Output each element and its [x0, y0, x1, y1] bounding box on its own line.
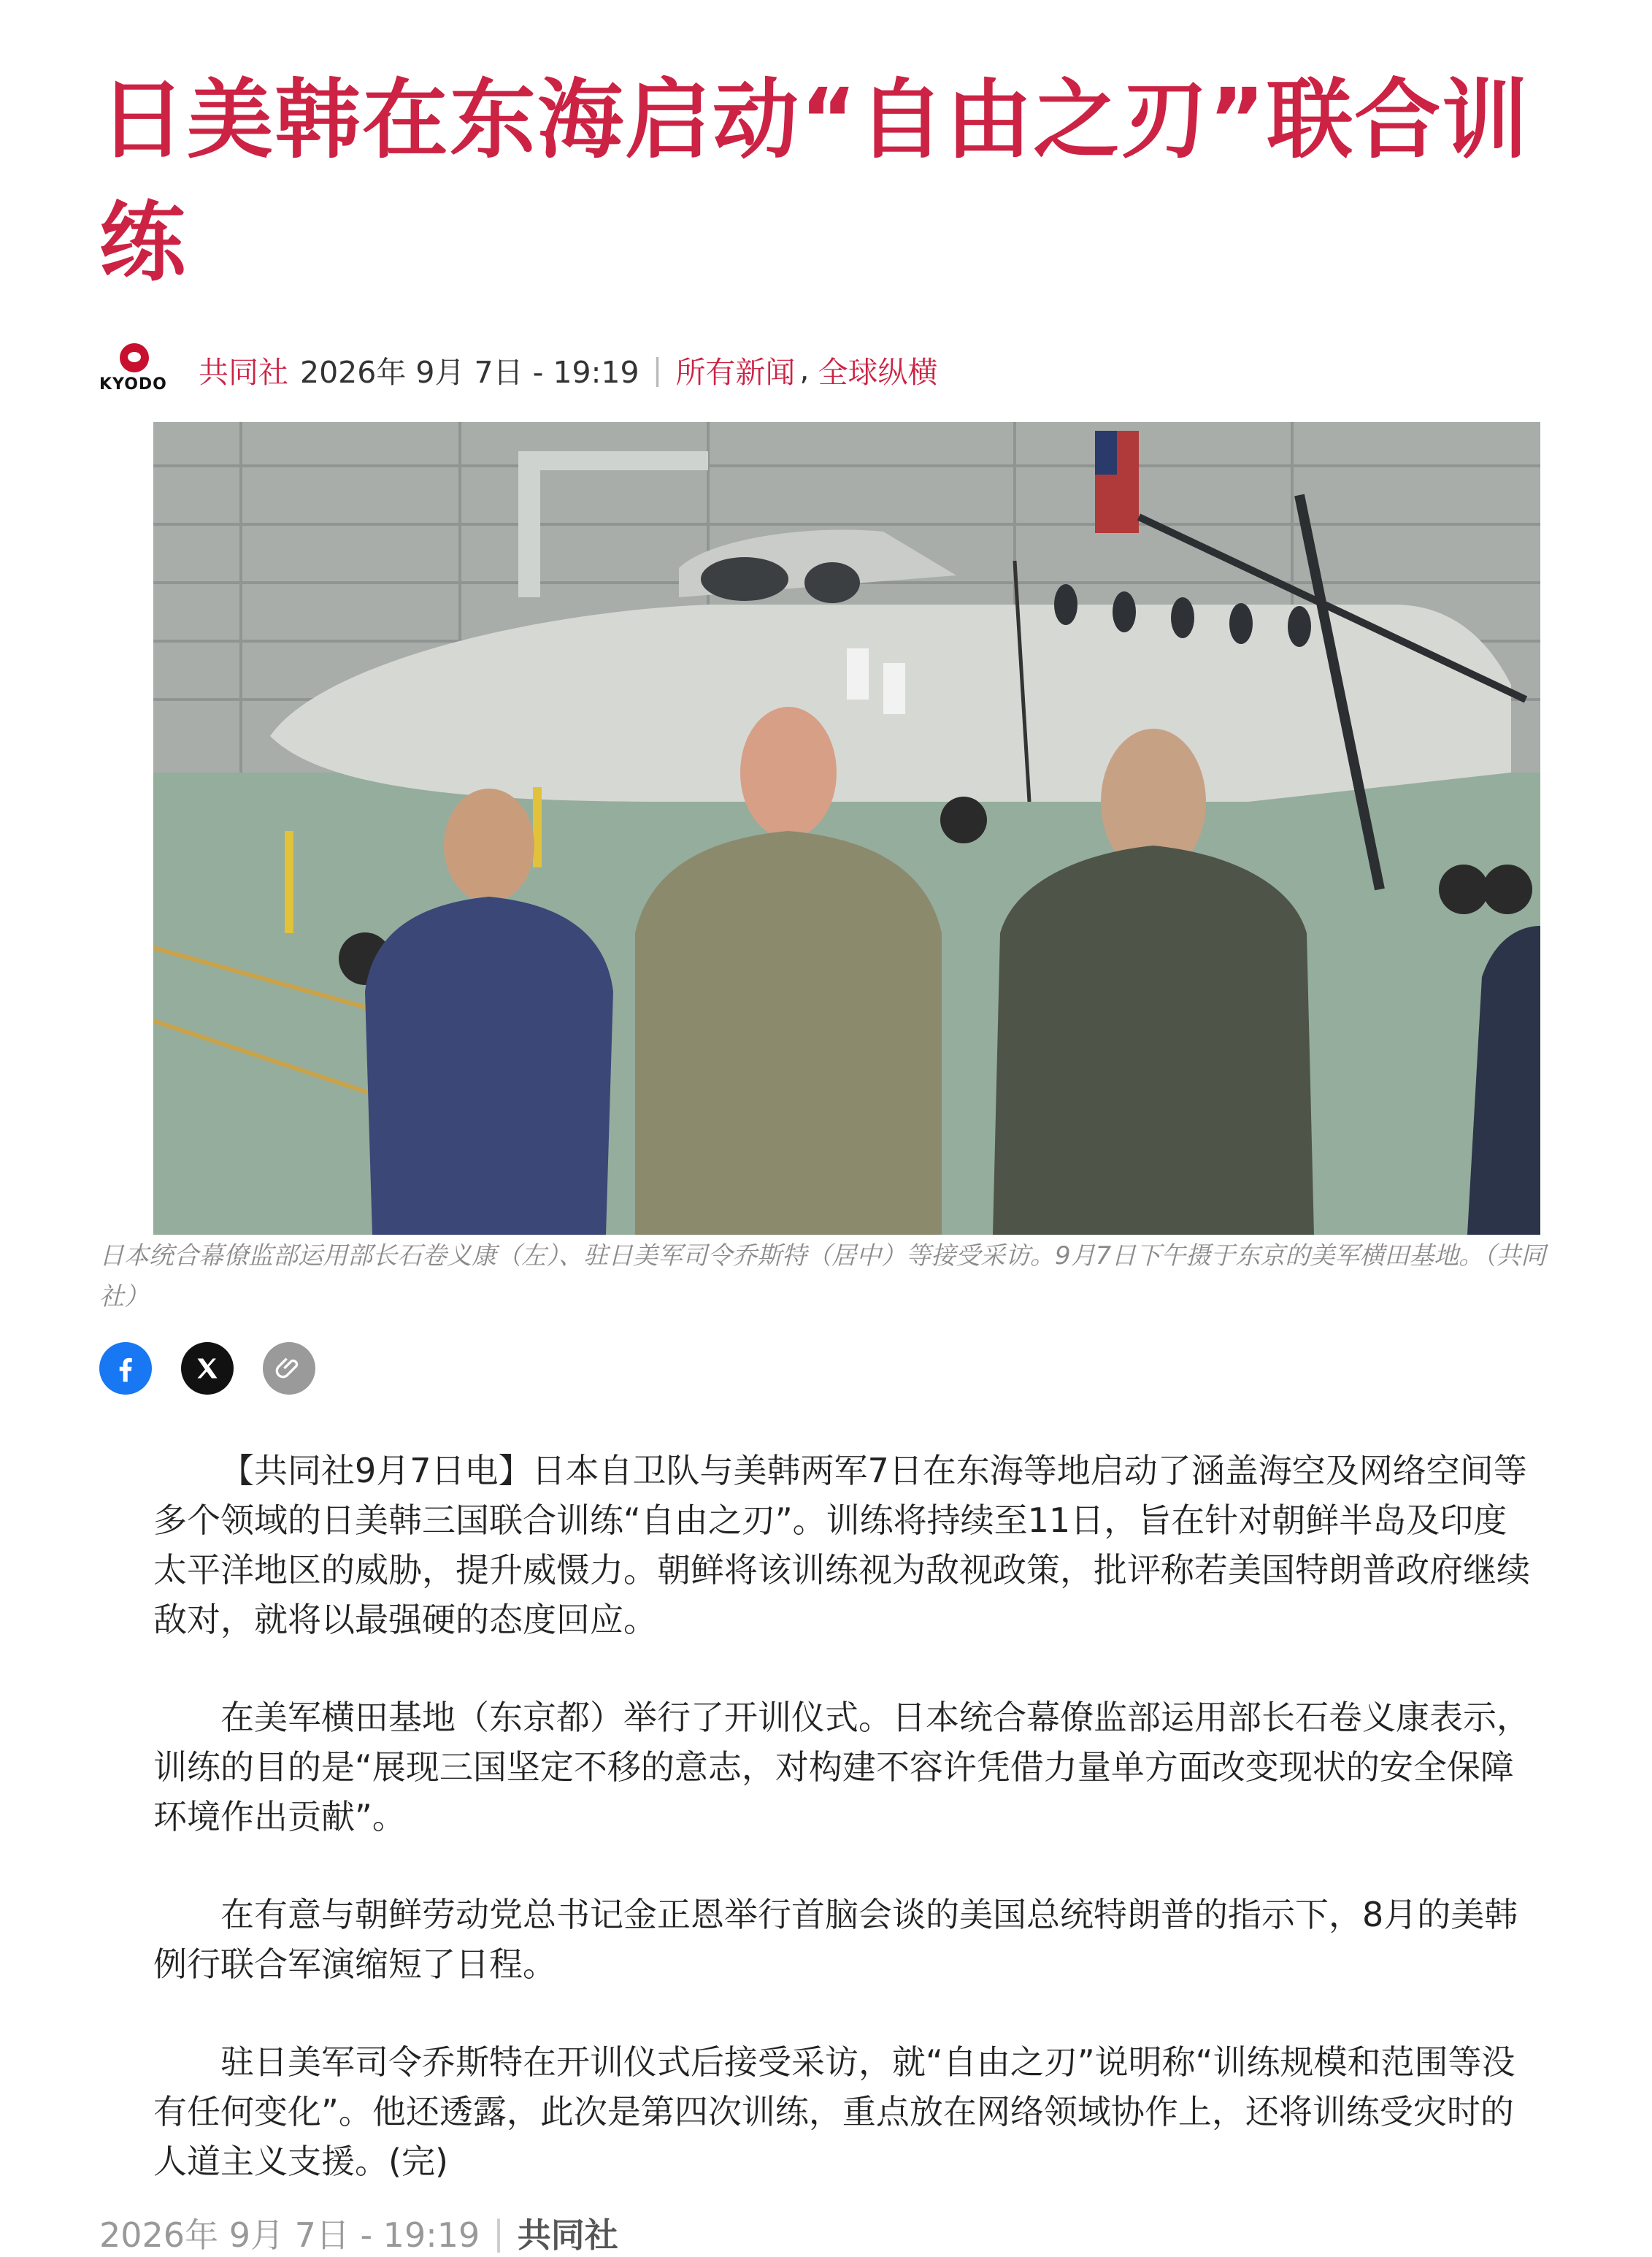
publish-datetime: 2026年 9月 7日 - 19:19 [300, 354, 639, 390]
article-paragraph: 在美军横田基地（东京都）举行了开训仪式。日本统合幕僚监部运用部长石卷义康表示，训练的目的是“展现三国坚定不移的意志，对构建不容许凭借力量单方面改变现状的安全保障环境作出贡献”。 [153, 1698, 1530, 1836]
kyodo-logo-mark [120, 343, 149, 372]
kyodo-logo[interactable] [99, 343, 166, 396]
article-paragraph: 【共同社9月7日电】日本自卫队与美韩两军7日在东海等地启动了涵盖海空及网络空间等多个领域的日美韩三国联合训练“自由之刃”。训练将持续至11日，旨在针对朝鲜半岛及印度太平洋地区的威胁，提升威慑力。朝鲜将该训练视为敌视政策，批评称若美国特朗普政府继续敌对，就将以最强硬的态度回应。 [153, 1451, 1530, 1639]
category-link-global[interactable]: 全球纵横 [818, 354, 938, 390]
category-separator: , [799, 352, 810, 387]
article-paragraph: 驻日美军司令乔斯特在开训仪式后接受采访，就“自由之刃”说明称“训练规模和范围等没有任何变化”。他还透露，此次是第四次训练，重点放在网络领域协作上，还将训练受灾时的人道主义支援。(完) [153, 2042, 1515, 2181]
article-title: 日美韩在东海启动“自由之刃”联合训练 [99, 69, 1530, 293]
kyodo-logo-text: KYODO [99, 375, 167, 394]
article-paragraph: 在有意与朝鲜劳动党总书记金正恩举行首脑会谈的美国总统特朗普的指示下，8月的美韩例行联合军演缩短了日程。 [153, 1895, 1518, 1984]
source-link[interactable]: 共同社 [199, 354, 288, 390]
footer-divider: | [493, 2213, 504, 2253]
facebook-icon[interactable] [99, 1342, 152, 1395]
copy-link-icon[interactable] [263, 1342, 315, 1395]
share-bar [99, 1342, 315, 1395]
category-link-all-news[interactable]: 所有新闻 [675, 354, 796, 390]
photo-caption: 日本统合幕僚监部运用部长石卷义康（左）、驻日美军司令乔斯特（居中）等接受采访。9月7日下午摄于东京的美军横田基地。（共同社） [99, 1241, 1546, 1311]
meta-divider: | [652, 352, 663, 387]
article-body [153, 1446, 1540, 2234]
footer-source[interactable]: 共同社 [517, 2215, 618, 2255]
footer-datetime: 2026年 9月 7日 - 19:19 [99, 2215, 480, 2255]
article-footer [99, 2209, 618, 2257]
article-photo [153, 422, 1540, 1235]
x-icon[interactable] [181, 1342, 234, 1395]
article-meta [99, 343, 937, 396]
